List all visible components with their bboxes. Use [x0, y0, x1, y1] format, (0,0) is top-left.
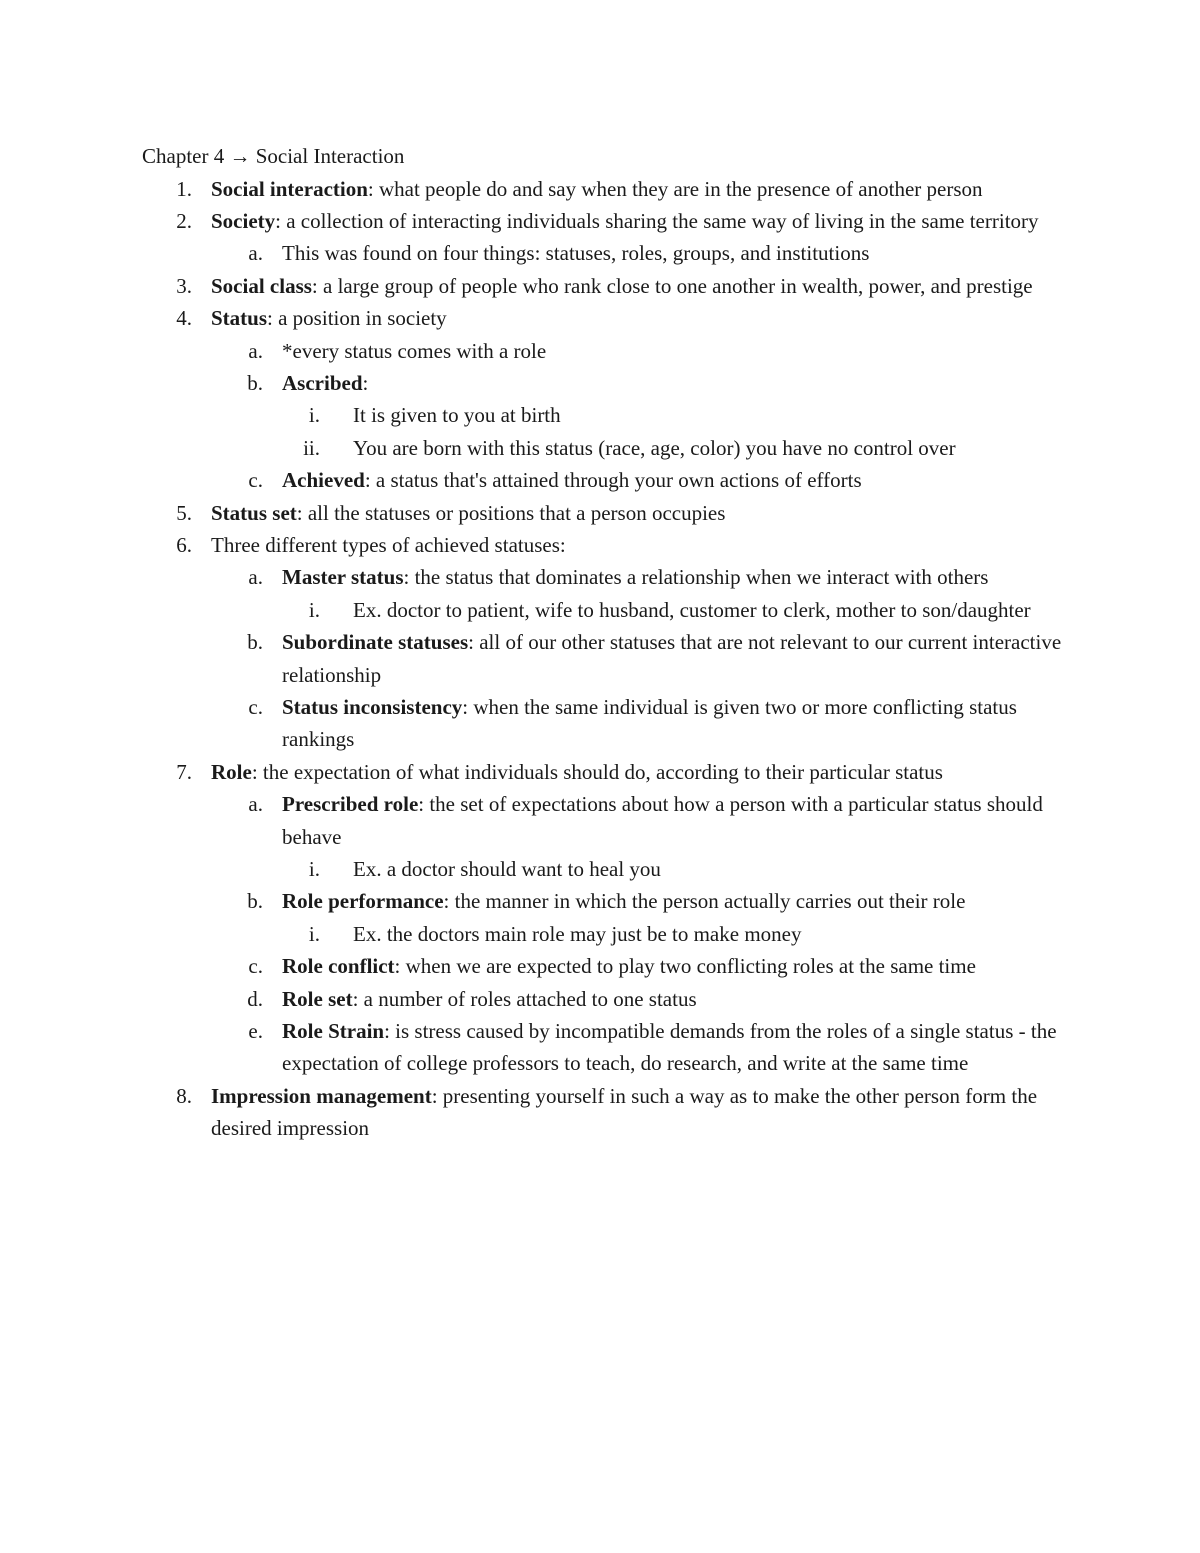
definition: : the set of expectations about how a person with a particular status should behave — [282, 792, 1043, 849]
list-subsubitem — [0, 594, 1200, 626]
term: Social interaction — [211, 176, 368, 201]
list-item-content — [211, 205, 1071, 237]
list-item-achieved-statuses — [0, 529, 1200, 561]
term: Role conflict — [282, 954, 395, 979]
list-item-social-interaction — [0, 173, 1200, 205]
list-item-text: Ex. doctor to patient, wife to husband, customer to clerk, mother to son/daughter — [353, 597, 1031, 622]
list-item-content — [282, 561, 1072, 593]
list-marker: ii. — [303, 435, 320, 460]
list-subitem — [0, 237, 1200, 269]
term: Role set — [282, 986, 353, 1011]
list-subitem-role-conflict — [0, 950, 1200, 982]
list-marker: 3. — [176, 273, 192, 298]
definition: : the manner in which the person actually carries out their role — [443, 889, 966, 914]
page-title: Chapter 4 → Social Interaction — [142, 144, 405, 168]
list-marker: i. — [308, 403, 320, 428]
list-subitem-role-performance — [0, 885, 1200, 917]
list-marker: a. — [248, 241, 263, 266]
list-marker: 1. — [176, 176, 192, 201]
term: Achieved — [282, 468, 365, 493]
outline-list — [0, 173, 1200, 1145]
list-marker: b. — [247, 889, 263, 914]
list-marker: 2. — [176, 208, 192, 233]
term: Social class — [211, 273, 312, 298]
definition: : when the same individual is given two or more conflicting status rankings — [282, 695, 1017, 752]
list-item-text: *every status comes with a role — [282, 338, 547, 363]
list-marker: b. — [247, 630, 263, 655]
list-item-content — [282, 983, 1072, 1015]
list-item-social-class — [0, 270, 1200, 302]
list-marker: i. — [308, 597, 320, 622]
definition: : a large group of people who rank close to one another in wealth, power, and prestige — [311, 273, 1033, 298]
list-marker: c. — [248, 954, 263, 979]
term: Master status — [282, 565, 404, 590]
list-subitem-ascribed — [0, 367, 1200, 399]
list-item-impression-management — [0, 1080, 1200, 1145]
definition: : the expectation of what individuals should do, according to their particular status — [251, 759, 943, 784]
list-item-text: It is given to you at birth — [353, 403, 561, 428]
term: Role Strain — [282, 1019, 385, 1044]
list-marker: e. — [248, 1019, 263, 1044]
term: Role performance — [282, 889, 444, 914]
list-subsubitem — [0, 918, 1200, 950]
list-item-content — [211, 756, 1071, 788]
list-subsubitem — [0, 399, 1200, 431]
term: Status set — [211, 500, 297, 525]
list-item-content — [282, 367, 1072, 399]
list-subitem-prescribed-role — [0, 788, 1200, 853]
definition: : — [362, 370, 369, 395]
list-item-content — [282, 691, 1072, 756]
list-item-content — [282, 950, 1072, 982]
term: Role — [211, 759, 252, 784]
list-subsubitem — [0, 853, 1200, 885]
list-item-content — [282, 464, 1072, 496]
definition: : a number of roles attached to one status — [352, 986, 697, 1011]
term: Status — [211, 306, 268, 331]
list-marker: i. — [308, 857, 320, 882]
list-item-text: Three different types of achieved statuses: — [211, 532, 566, 557]
list-marker: 4. — [176, 306, 192, 331]
list-item-content — [211, 302, 1071, 334]
list-item-content — [282, 788, 1072, 853]
list-subitem-status-inconsistency — [0, 691, 1200, 756]
list-marker: a. — [248, 565, 263, 590]
list-item-text: You are born with this status (race, age, color) you have no control over — [353, 435, 956, 460]
list-marker: a. — [248, 792, 263, 817]
list-item-text: This was found on four things: statuses, roles, groups, and institutions — [282, 241, 870, 266]
term: Society — [211, 208, 276, 233]
definition: : presenting yourself in such a way as to make the other person form the desired impression — [211, 1083, 1038, 1141]
term: Ascribed — [282, 370, 363, 395]
list-item-content — [211, 173, 1071, 205]
definition: : is stress caused by incompatible demands from the roles of a single status - the expectation of college professors to teach, do research, and write at the same time — [282, 1019, 1057, 1076]
list-item-text: Ex. a doctor should want to heal you — [353, 857, 661, 882]
list-marker: c. — [248, 468, 263, 493]
list-marker: c. — [248, 695, 263, 719]
list-marker: d. — [247, 986, 263, 1011]
list-item-content — [211, 270, 1071, 302]
list-subitem — [0, 335, 1200, 367]
definition: : all of our other statuses that are not relevant to our current interactive relationship — [282, 630, 1062, 687]
definition: : all the statuses or positions that a person occupies — [296, 500, 726, 525]
list-marker: i. — [308, 921, 320, 946]
term: Subordinate statuses — [282, 630, 469, 655]
list-item-content — [282, 626, 1072, 691]
list-subitem-role-strain — [0, 1015, 1200, 1080]
definition: : a status that's attained through your own actions of efforts — [364, 468, 862, 493]
list-subitem-role-set — [0, 983, 1200, 1015]
definition: : the status that dominates a relationship when we interact with others — [403, 565, 989, 590]
list-item-status — [0, 302, 1200, 334]
list-marker: b. — [247, 370, 263, 395]
list-subsubitem — [0, 432, 1200, 464]
list-item-content — [211, 1080, 1071, 1145]
list-marker: 8. — [176, 1083, 192, 1108]
definition: : when we are expected to play two conflicting roles at the same time — [394, 954, 976, 979]
list-subitem-subordinate-statuses — [0, 626, 1200, 691]
list-item-society — [0, 205, 1200, 237]
list-marker: 7. — [176, 759, 192, 784]
list-item-text: Ex. the doctors main role may just be to make money — [353, 921, 802, 946]
list-item-status-set — [0, 497, 1200, 529]
list-marker: 5. — [176, 500, 192, 525]
list-marker: 6. — [176, 532, 192, 557]
list-item-content — [282, 885, 1072, 917]
list-subitem-master-status — [0, 561, 1200, 593]
list-subitem-achieved — [0, 464, 1200, 496]
term: Impression management — [211, 1083, 432, 1108]
definition: : a position in society — [267, 306, 447, 331]
definition: : a collection of interacting individuals sharing the same way of living in the same territory — [275, 208, 1039, 233]
term: Prescribed role — [282, 792, 419, 817]
definition: : what people do and say when they are in the presence of another person — [367, 176, 983, 201]
list-item-content — [211, 497, 1071, 529]
term: Status inconsistency — [282, 695, 463, 719]
list-item-content — [282, 1015, 1072, 1080]
list-marker: a. — [248, 338, 263, 363]
list-item-role — [0, 756, 1200, 788]
